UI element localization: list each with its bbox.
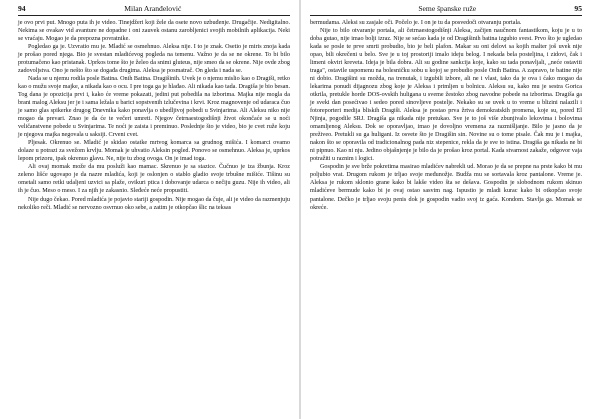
paragraph: bermudama. Aleksi su zasjale oči. Počelo je. I on je tu da posvedoči otvaranju portala.: [310, 19, 522, 26]
paragraph: Nada se u njemu rodila posle Batina. Onih Batina. Dragišinih. Uvek je o njemu mislio kao o Dragiši, retko kao o mužu svoje majke, a nikada kao o ocu. I pre toga ga je hlađao. Ali nikada kao tada. Dragiša je bio besan. Tog dana je opozicija prvi i, kako će vreme pokazati, jedini put pobedila na izborima. Majka nije mogla da brani malog Aleksu jer je i sama ležala u barici sopstvenih izlučevina i krvi. Kroz magnovenje od udaraca čuo je samo glas spikerke drugog Dnevnika kako ponavlja o ubedljivoj pobedi u Svinjarima. Ali Aleksu niko nije mogao da prevari. Znao je da će te večeri umreti. Njegov četrnaestogodišnji život okončaće se u noći veličanstvene pobede u Svinjarima. Te noći je zaista i preminuo. Poslednje što je video, bio je cvet ruže koju je njegova majka negovala u saksiji. Crveni cvet.: [18, 75, 290, 139]
paragraph: Nije to bilo otvaranje portala, ali četrnaestogodišnji Aleksa, začijen naučnom fantastikom, koju je u to doba gutao, nije imao bolji izraz. Nije se sećao kada je od Dragišinih batina izgubio svest. Prvo što je ugledao kada se posle te prve smrti probudio, bio je beli plafon. Makar su oni delovi sa kojih malter još uvek nije opao, bili okrečeni u belo. Sve je u toj prostoriji imalo ideju belog. I nekada bela posteljina, i zidovi, čak i limeni okviri kreveta. Ideja je bila dobra. Ali su godine sankcija koje, kako su tada ponavljali, „neće ostaviti traga", ostavile uspomenu na bolesničku sobu u kojoj se probudio posle Onih Batina. A zapravo, te batine nije ni dobio. Dragišini su možda, na trenutak, i izgubili izbore, ali ne i vlast, tako da je ova i ćako mogao da lekarima ponudi dijagnozu zbog koje je Aleksa i primljen u bolnicu. Aleksu su, kako mu je sestra Gorica otkrila, pretukle horde DOS-ovskih huligana u sveme žestoko zbog navodne pobede na izborima. Dragiša ga je sveki dan posećivao i sedeo pored sinovljeve postelje. Nekako su se uvek u to vreme u blizini nalazili i fotoreporteri medija bliskih Dragiši. Aleksa je postao prva žrtva demokratskih promena, koje su, pored El Njinja, pogodile SRJ. Dragiša ga nikada nije pretukao. Sve je to još više zbunjivalo lekovima i bolovima omamljenog Aleksu. Dok se oporavljao, imao je dovoljno vremena za razmišljanje. Bilo je jasno da je preživeo. Pretukli su ga huligani. Iz osvete što je Dragišin sin. Novine su o tome pisale. Čak mu je i majka, nakon što se oporavila od tradicionalnog pada niz stepenice, rekla da je sve to istina. Dragiša ga nikada ne bi ni pipnuo. Kao ni nju. Jedino objašnjenje je bilo da je prošao kroz portal. Kada stvarnost zakaže, odgovor vaja potražiti u raznim i logici.: [310, 27, 582, 163]
left-page-number: 94: [18, 4, 26, 13]
paragraph: Pogledao ga je. Uzvratio mu je. Mladić se osmehnuo. Aleksa nije. I to je znak. Osetio je miris znoja kada je prošao pored njega. Bio je svestan mladićevog pogleda na temenu. Važno je da se ne okrene. To bi bilo protumačeno kao pristanak. Uprkos tome što je želeo da snimi gluteus, nije smeo da se okrene. Nije ovde zbog zadovoljstva. Ono je nešto što se događa drugima. Aleksa je posmatrač. On gleda i nada se.: [18, 43, 290, 74]
paragraph: Nije dugo čekao. Pored mladića je pojavio stariji gospodin. Nije mogao da čuje, ali je video da razmenjuju nekoliko reči. Mladić se nervozno osvrnuo oko sebe, a zatim je otkopčao šlic na teksas: [18, 196, 290, 211]
right-page-number: 95: [574, 4, 582, 13]
right-page-header: [310, 4, 582, 16]
paragraph: Pljesak. Okrenuo se. Mladić je skidao ostatke mrtvog komarca sa grudnog mišića. I komarci ovamo dolaze u potrazi za svežom krvlju. Momak je uhvatio Aleksin pogled. Ponovo se osmehnuo. Aleksa je, uprkos lepom prizoru, ipak okrenuo glavu. Ne, nije tu zbog ovoga. On je imad toga.: [18, 140, 290, 163]
paragraph: Gospodin je sve brže pokretima masirao mladićev nabrekli ud. Morao je da se prepne na prste kako bi mu poljubio vrat. Drugom rukom je trljao svoje međunožje. Budža mu se sortavala kroz pantalone. Vreme je. Aleksa je rukom sklonio grane kako bi lakše video šta se dešava. Gospodin je slobodnom rukom skinuo mladićeve bermude kako bi je ovaj ostao sasvim nag. Ispustio je mladi kurac kako bi otkopčao svoje pantalone. Dečko je trljao svoju penis dok je gospodin vadio svoj iz gaća. Kondom. Stavlja ga. Momak se okreće.: [310, 164, 582, 211]
left-page-body: [18, 19, 290, 212]
left-page-header: [18, 4, 290, 16]
right-page: [300, 0, 600, 419]
right-page-body: [310, 19, 582, 212]
left-running-head: Milan Aranđelović: [124, 4, 182, 13]
right-running-head: Seme španske ruže: [418, 4, 477, 13]
paragraph: Ali ovaj momak može da mu posluži kao mamac. Skrenuo je sa stazice. Čučnuo je iza žbunja. Kroz zeleno lišće ugovapo je da nazre mladića, koji je oslonjen o stablo gladio svoje trbušne mišiće. Tišinu su ometali samo retki udaljeni uzvici sa plaže, ovikuri ptica i dobovanje udarca o nečiju guzu. Nije ih video, ali ih je čuo. Meso o meso. I za njih je zakasnio. Sleđeće neće propustiti.: [18, 164, 290, 195]
paragraph: je ovo prvi put. Mnogo puta ih je video. Tinejdžeri koji žele da osete novo uzbuđenje. Drugačije. Nedigitalno. Nekima se ovakav vid avanture ne dopadne i oni zauvek ostanu zarobljenici svojih mobilnih aplikacija. Neki se vraćaju. Mogao je da prepozna povratnike.: [18, 19, 290, 42]
